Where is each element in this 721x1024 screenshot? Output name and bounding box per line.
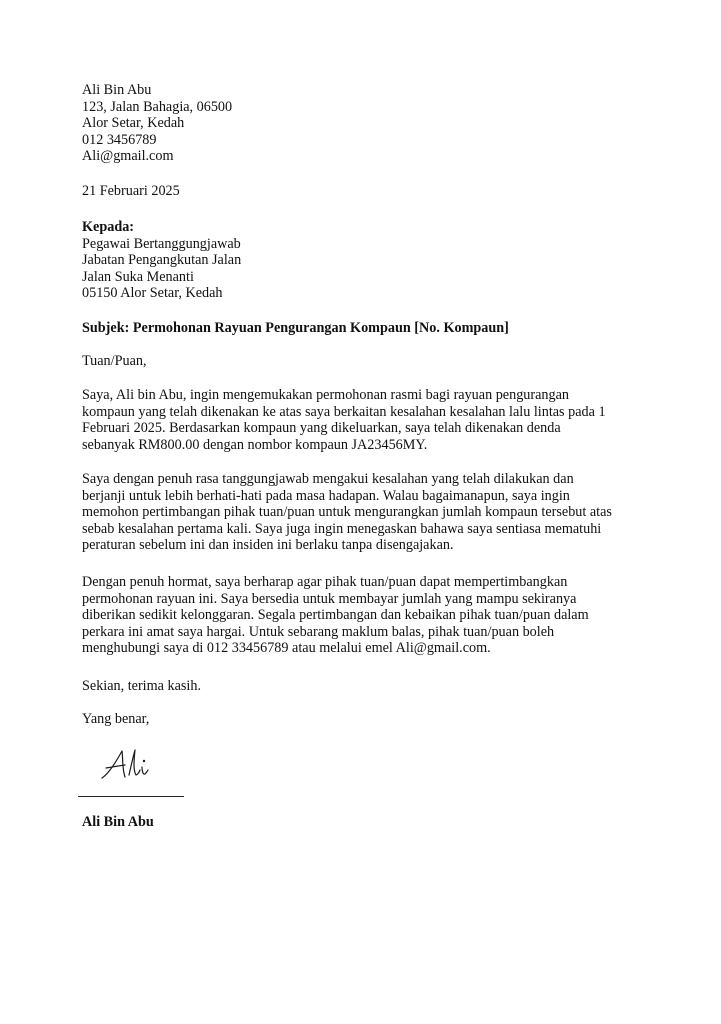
paragraph-line: diberikan sedikit kelonggaran. Segala pertimbangan dan kebaikan pihak tuan/puan dalam	[82, 607, 589, 624]
signature-image	[98, 748, 168, 788]
sender-phone: 012 3456789	[82, 131, 157, 148]
salutation	[82, 353, 147, 370]
paragraph-line: sebanyak RM800.00 dengan nombor kompaun JA23456MY.	[82, 436, 428, 453]
letter-date	[82, 183, 180, 200]
salutation-text: Tuan/Puan,	[82, 353, 147, 369]
recipient-department: Jabatan Pengangkutan Jalan	[82, 252, 242, 269]
valediction	[82, 711, 149, 728]
paragraph-line: Dengan penuh hormat, saya berharap agar pihak tuan/puan dapat mempertimbangkan	[82, 574, 568, 590]
paragraph-line: permohonan rayuan ini. Saya bersedia untuk membayar jumlah yang mampu sekiranya	[82, 590, 577, 607]
recipient-address	[82, 219, 241, 302]
sender-city: Alor Setar, Kedah	[82, 115, 185, 132]
sender-address	[82, 82, 232, 165]
paragraph-line: memohon pertimbangan pihak tuan/puan untuk mengurangkan jumlah kompaun tersebut atas	[82, 504, 612, 521]
paragraph-3	[82, 574, 589, 657]
subject-line	[82, 320, 509, 337]
paragraph-line: perkara ini amat saya hargai. Untuk sebarang maklum balas, pihak tuan/puan boleh	[82, 623, 555, 640]
signatory-name: Ali Bin Abu	[82, 814, 154, 830]
paragraph-line: Februari 2025. Berdasarkan kompaun yang dikeluarkan, saya telah dikenakan denda	[82, 420, 561, 437]
date-text: 21 Februari 2025	[82, 183, 180, 199]
valediction-text: Yang benar,	[82, 711, 150, 727]
paragraph-line: Saya dengan penuh rasa tanggungjawab mengakui kesalahan yang telah dilakukan dan	[82, 471, 574, 487]
paragraph-line: Saya, Ali bin Abu, ingin mengemukakan permohonan rasmi bagi rayuan pengurangan	[82, 387, 569, 403]
sender-email: Ali@gmail.com	[82, 148, 174, 165]
paragraph-line: peraturan sebelum ini dan insiden ini berlaku tanpa disengajakan.	[82, 537, 454, 554]
paragraph-line: menghubungi saya di 012 33456789 atau melalui emel Ali@gmail.com.	[82, 640, 491, 657]
recipient-heading: Kepada:	[82, 219, 135, 235]
sender-name: Ali Bin Abu	[82, 82, 152, 98]
signatory	[82, 814, 154, 831]
recipient-street: Jalan Suka Menanti	[82, 268, 194, 285]
recipient-title: Pegawai Bertanggungjawab	[82, 235, 241, 252]
paragraph-line: kompaun yang telah dikenakan ke atas saya berkaitan kesalahan kesalahan lalu lintas pada 1	[82, 403, 606, 420]
paragraph-line: berjanji untuk lebih berhati-hati pada masa hadapan. Walau bagaimanapun, saya ingin	[82, 487, 570, 504]
sender-street: 123, Jalan Bahagia, 06500	[82, 98, 233, 115]
closing	[82, 678, 201, 695]
recipient-city: 05150 Alor Setar, Kedah	[82, 285, 223, 302]
signature-line	[78, 796, 184, 797]
paragraph-2	[82, 471, 612, 554]
subject-text: Subjek: Permohonan Rayuan Pengurangan Kompaun [No. Kompaun]	[82, 320, 509, 336]
closing-text: Sekian, terima kasih.	[82, 678, 201, 694]
paragraph-1	[82, 387, 606, 453]
paragraph-line: sebab kesalahan pertama kali. Saya juga ingin menegaskan bahawa saya sentiasa mematuhi	[82, 520, 602, 537]
